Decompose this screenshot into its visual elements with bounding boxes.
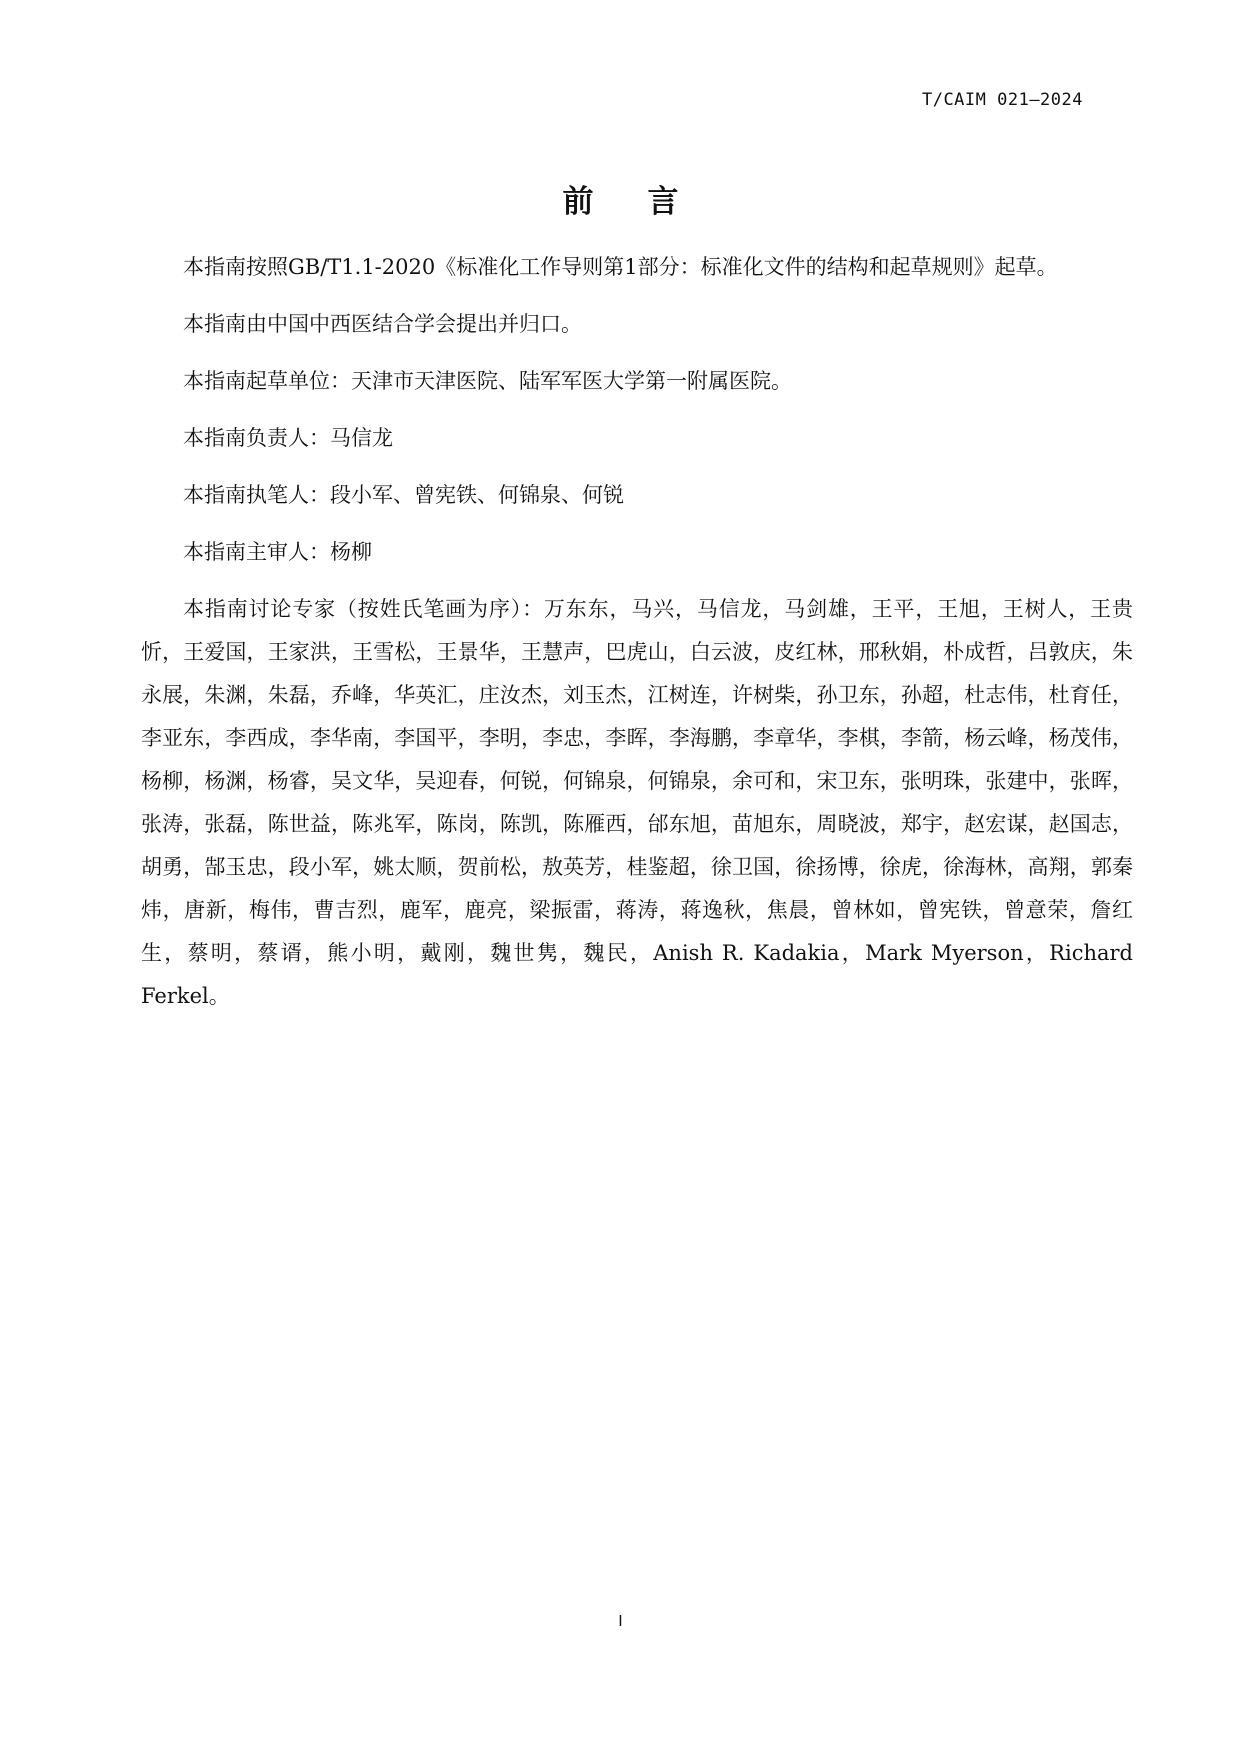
paragraph-basis: 本指南按照GB/T1.1-2020《标准化工作导则第1部分：标准化文件的结构和起草规则》起草。 bbox=[183, 255, 1058, 279]
standard-code: T/CAIM 021—2024 bbox=[921, 90, 1083, 110]
paragraph-responsible: 本指南负责人：马信龙 bbox=[183, 426, 393, 450]
page-number: I bbox=[618, 1612, 623, 1630]
paragraph-proposer: 本指南由中国中西医结合学会提出并归口。 bbox=[183, 312, 582, 336]
page-title: 前言 bbox=[562, 184, 733, 220]
foreword-body bbox=[141, 246, 1133, 1018]
paragraph-drafting-units: 本指南起草单位：天津市天津医院、陆军军医大学第一附属医院。 bbox=[183, 369, 792, 393]
paragraph-writers: 本指南执笔人：段小军、曾宪铁、何锦泉、何锐 bbox=[183, 483, 624, 507]
paragraph-experts: 本指南讨论专家（按姓氏笔画为序）：万东东，马兴，马信龙，马剑雄，王平，王旭，王树人，王贵忻，王爱国，王家洪，王雪松，王景华，王慧声，巴虎山，白云波，皮红林，邢秋娟，朴成哲，吕敦庆，朱永展，朱渊，朱磊，乔峰，华英汇，庄汝杰，刘玉杰，江树连，许树柴，孙卫东，孙超，杜志伟，杜育任，李亚东，李西成，李华南，李国平，李明，李忠，李晖，李海鹏，李章华，李棋，李箭，杨云峰，杨茂伟，杨柳，杨渊，杨睿，吴文华，吴迎春，何锐，何锦泉，何锦泉，余可和，宋卫东，张明珠，张建中，张晖，张涛，张磊，陈世益，陈兆军，陈岗，陈凯，陈雁西，邰东旭，苗旭东，周晓波，郑宇，赵宏谋，赵国志，胡勇，郜玉忠，段小军，姚太顺，贺前松，敖英芳，桂鉴超，徐卫国，徐扬博，徐虎，徐海林，高翔，郭秦炜，唐新，梅伟，曹吉烈，鹿军，鹿亮，梁振雷，蒋涛，蒋逸秋，焦晨，曾林如，曾宪铁，曾意荣，詹红生，蔡明，蔡谞，熊小明，戴刚，魏世隽，魏民，Anish R. Kadakia，Mark Myerson，Richard Ferkel。 bbox=[141, 597, 1133, 1008]
paragraph-reviewer: 本指南主审人：杨柳 bbox=[183, 540, 372, 564]
